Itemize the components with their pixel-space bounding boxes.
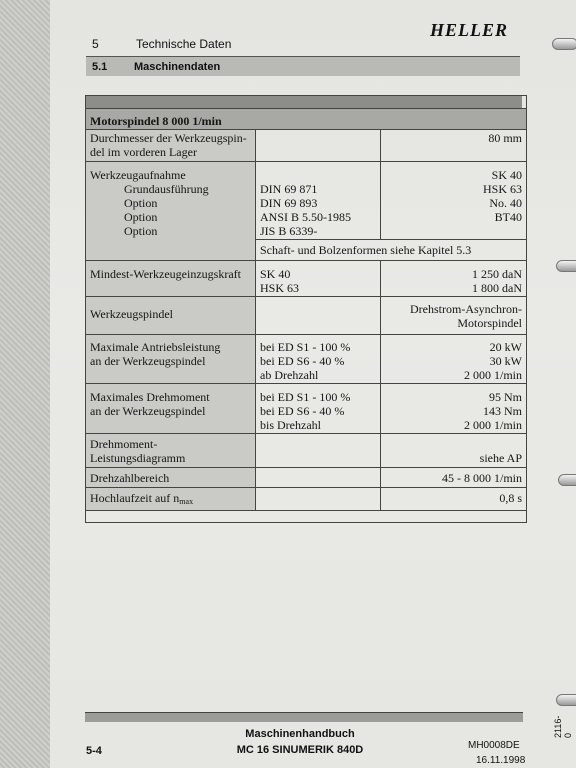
label-line: Option — [124, 224, 158, 238]
table-title-row — [86, 109, 527, 130]
row-condition — [256, 297, 381, 335]
value-line: No. 40 — [489, 196, 522, 210]
table-row — [86, 384, 527, 434]
label-line: Drehzahlbereich — [90, 471, 170, 485]
label-line: Hochlaufzeit auf n — [90, 491, 180, 505]
condition-line: bei ED S6 - 40 % — [260, 354, 345, 368]
binder-ring — [558, 474, 576, 486]
table-row — [86, 434, 527, 468]
chapter-heading — [92, 37, 231, 51]
label-line: Maximale Antriebsleistung — [90, 340, 221, 354]
row-condition — [256, 468, 381, 488]
side-code: 2116-0 — [553, 715, 573, 738]
row-label — [86, 384, 256, 434]
value-line: 0,8 s — [499, 491, 522, 505]
value-line: 2 000 1/min — [463, 418, 522, 432]
label-line: Werkzeugaufnahme — [90, 168, 186, 182]
row-value — [381, 384, 527, 434]
condition-line: bei ED S6 - 40 % — [260, 404, 345, 418]
table-row — [86, 261, 527, 297]
row-value — [381, 488, 527, 511]
condition-line: JIS B 6339- — [260, 224, 318, 238]
row-condition — [256, 162, 381, 240]
binder-ring — [552, 38, 576, 50]
value-line: Motorspindel — [457, 316, 522, 330]
section-title: Maschinendaten — [134, 61, 221, 73]
row-condition — [256, 261, 381, 297]
condition-line: DIN 69 871 — [260, 182, 318, 196]
table-row — [86, 297, 527, 335]
value-line: Drehstrom-Asynchron- — [410, 302, 522, 316]
label-subscript: max — [179, 497, 194, 506]
condition-line: ab Drehzahl — [260, 368, 319, 382]
condition-line: bis Drehzahl — [260, 418, 321, 432]
row-value — [381, 162, 527, 240]
row-condition — [256, 384, 381, 434]
chapter-title: Technische Daten — [136, 37, 232, 51]
spindle-data-table — [85, 108, 527, 511]
label-line: Option — [124, 210, 158, 224]
condition-line: bei ED S1 - 100 % — [260, 390, 351, 404]
table-row — [86, 162, 527, 240]
row-label — [86, 261, 256, 297]
row-value — [381, 434, 527, 468]
row-label — [86, 162, 256, 261]
value-line: 45 - 8 000 1/min — [442, 471, 522, 485]
condition-line: HSK 63 — [260, 281, 300, 295]
section-heading — [86, 56, 520, 76]
row-value — [381, 468, 527, 488]
value-line: SK 40 — [491, 168, 522, 182]
label-line: Mindest-Werkzeugeinzugskraft — [90, 267, 241, 281]
row-condition — [256, 434, 381, 468]
row-label — [86, 297, 256, 335]
value-line: 30 kW — [489, 354, 522, 368]
row-label — [86, 468, 256, 488]
row-condition — [256, 130, 381, 162]
label-line: Leistungsdiagramm — [90, 451, 186, 465]
row-label — [86, 130, 256, 162]
label-line: Drehmoment- — [90, 437, 158, 451]
condition-line: SK 40 — [260, 267, 291, 281]
binder-ring — [556, 260, 576, 272]
heller-logo: HELLER — [430, 20, 509, 40]
label-line: del im vorderen Lager — [90, 145, 197, 159]
row-label — [86, 488, 256, 511]
table-row — [86, 335, 527, 384]
condition-line: bei ED S1 - 100 % — [260, 340, 351, 354]
row-value — [381, 261, 527, 297]
value-line: 1 250 daN — [472, 267, 522, 281]
footer-title: Maschinenhandbuch — [245, 728, 355, 740]
condition-line: ANSI B 5.50-1985 — [260, 210, 352, 224]
row-condition — [256, 335, 381, 384]
chapter-number: 5 — [92, 37, 99, 51]
row-label — [86, 434, 256, 468]
label-line: Option — [124, 196, 158, 210]
value-line: 80 mm — [488, 131, 522, 145]
value-line: 143 Nm — [483, 404, 522, 418]
row-note: Schaft- und Bolzenformen siehe Kapitel 5.3 — [256, 240, 527, 261]
label-line: Durchmesser der Werkzeugspin- — [90, 131, 247, 145]
row-value — [381, 335, 527, 384]
label-line: Maximales Drehmoment — [90, 390, 210, 404]
label-line: Grundausführung — [124, 182, 209, 196]
row-label — [86, 335, 256, 384]
row-value — [381, 297, 527, 335]
table-row — [86, 488, 527, 511]
row-condition — [256, 488, 381, 511]
value-line: 1 800 daN — [472, 281, 522, 295]
binder-ring — [556, 694, 576, 706]
table-row — [86, 130, 527, 162]
label-line: Werkzeugspindel — [90, 307, 174, 321]
table-title: Motorspindel 8 000 1/min — [86, 109, 527, 130]
value-line: 95 Nm — [489, 390, 522, 404]
footer-model: MC 16 SINUMERIK 840D — [236, 744, 364, 756]
footer-bar — [85, 712, 523, 722]
value-line: 20 kW — [489, 340, 522, 354]
footer-date: 16.11.1998 — [476, 755, 526, 766]
binder-spine — [0, 0, 50, 768]
condition-line: DIN 69 893 — [260, 196, 318, 210]
footer-doc-code: MH0008DE — [468, 740, 520, 751]
label-line: an der Werkzeugspindel — [90, 404, 206, 418]
footer-page-number: 5-4 — [86, 745, 102, 757]
section-number: 5.1 — [92, 61, 108, 73]
row-value — [381, 130, 527, 162]
table-row — [86, 468, 527, 488]
value-line: HSK 63 — [482, 182, 522, 196]
value-line: BT40 — [494, 210, 522, 224]
value-line: siehe AP — [479, 451, 522, 465]
label-line: an der Werkzeugspindel — [90, 354, 206, 368]
value-line: 2 000 1/min — [463, 368, 522, 382]
